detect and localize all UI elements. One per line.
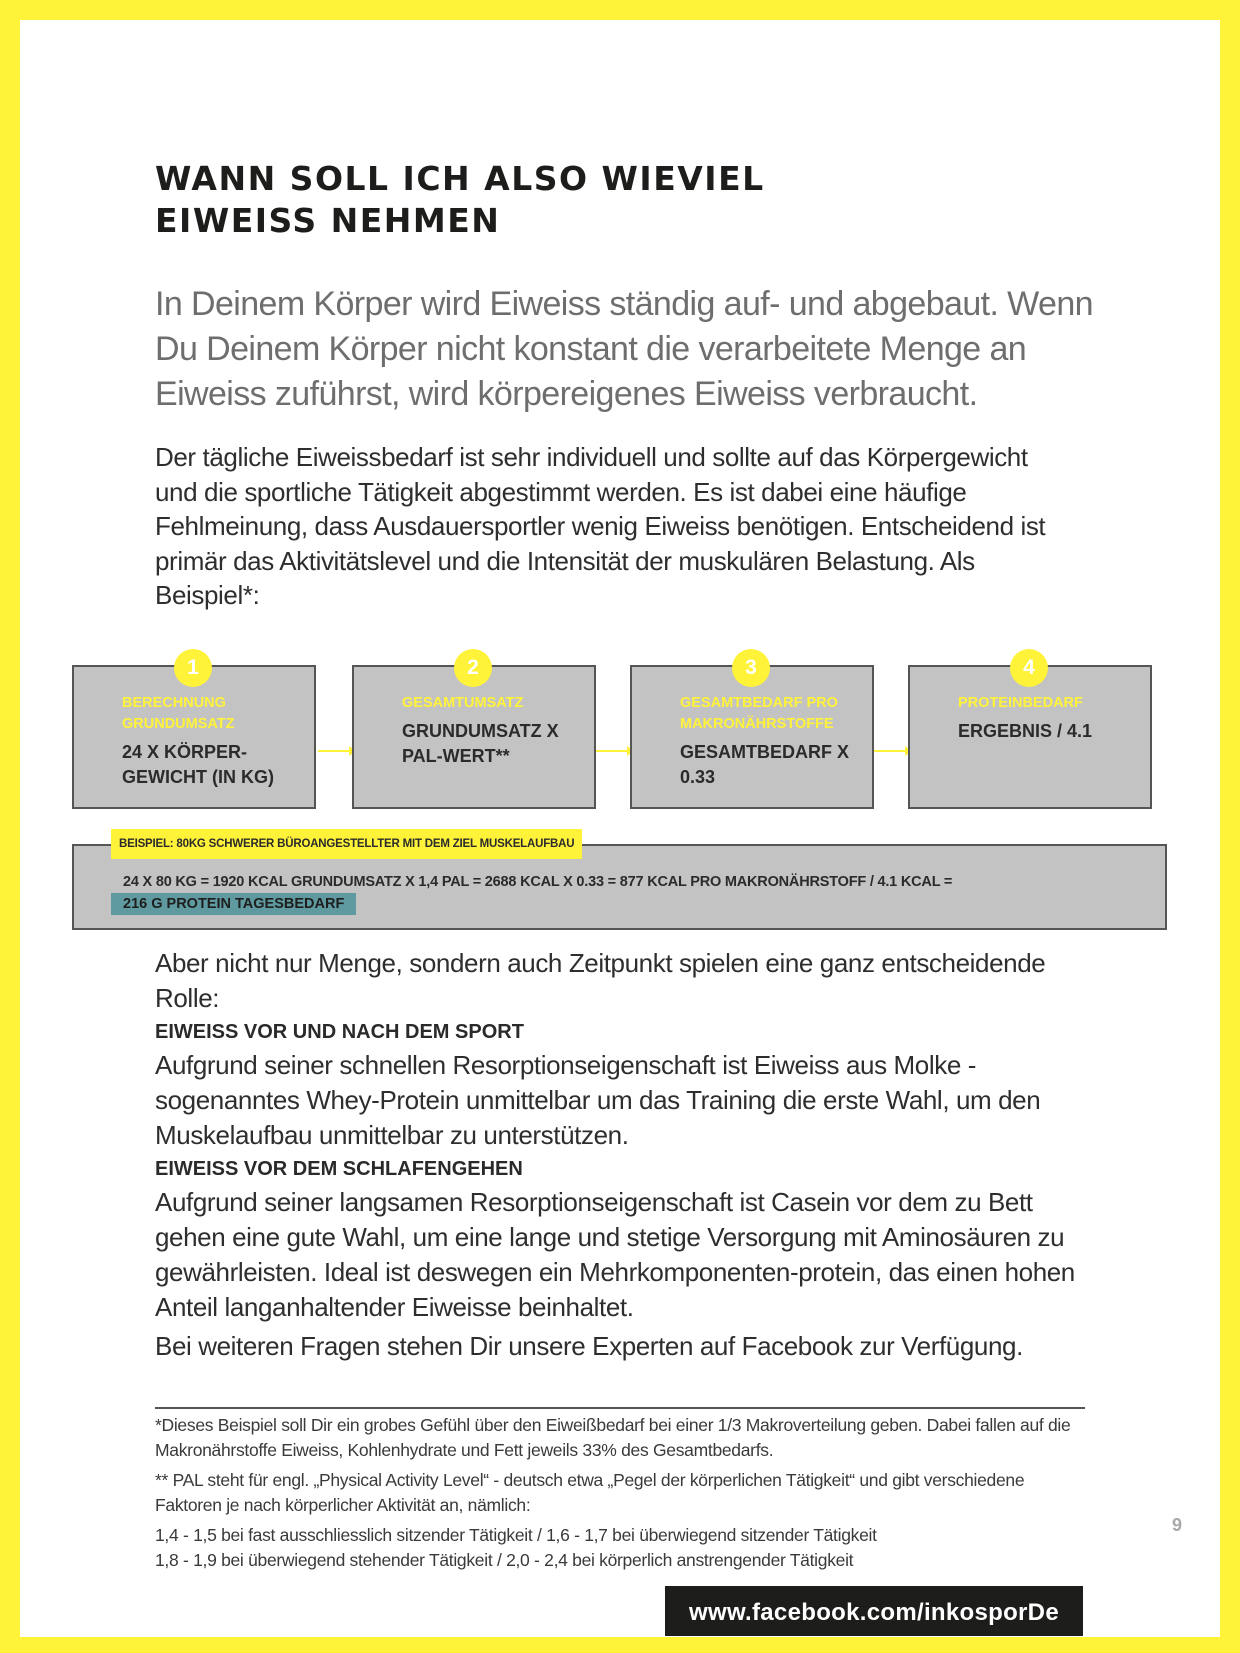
arrow-right-icon bbox=[874, 750, 908, 752]
step-category-3: GESAMTBEDARF PRO MAKRONÄHRSTOFFE bbox=[680, 695, 838, 732]
example-calculation: 24 X 80 KG = 1920 KCAL GRUNDUMSATZ X 1,4 PAL = 2688 KCAL X 0.33 = 877 KCAL PRO MAKRONÄHRSTOFF / 4.1 KCAL = bbox=[123, 874, 953, 890]
step-number-4: 4 bbox=[1010, 649, 1048, 687]
timing-intro: Aber nicht nur Menge, sondern auch Zeitpunkt spielen eine ganz entscheidende Rolle: bbox=[155, 948, 1046, 1013]
step-number-3: 3 bbox=[732, 649, 770, 687]
step-category-4: PROTEINBEDARF bbox=[958, 695, 1083, 711]
footnote-pal-line-2: 1,8 - 1,9 bei überwiegend stehender Tätigkeit / 2,0 - 2,4 bei körperlich anstrengender Tätigkeit bbox=[155, 1549, 854, 1570]
intro-paragraph: Der tägliche Eiweissbedarf ist sehr individuell und sollte auf das Körpergewicht und die sportliche Tätigkeit abgestimmt werden. Es ist dabei eine häufige Fehlmeinung, dass Ausdauersportler wenig Eiweiss benötigen. Entscheidend ist primär das Aktivitätslevel und die Intensität der muskulären Belastung. Als Beispiel*: bbox=[155, 442, 1046, 610]
step-number-2: 2 bbox=[454, 649, 492, 687]
footnote-divider bbox=[155, 1407, 1085, 1409]
arrow-right-icon bbox=[318, 750, 352, 752]
step-description-3: GESAMTBEDARF X 0.33 bbox=[680, 742, 850, 787]
footnote-1: *Dieses Beispiel soll Dir ein grobes Gefühl über den Eiweißbedarf bei einer 1/3 Makroverteilung geben. Dabei fallen auf die Makronährstoffe Eiweiss, Kohlenhydrate und Fett jeweils 33% des Gesamtbedarfs. bbox=[155, 1415, 1071, 1460]
example-result-highlight: 216 G PROTEIN TAGESBEDARF bbox=[111, 893, 356, 915]
step-box-1 bbox=[72, 656, 316, 809]
step-box-3 bbox=[630, 656, 874, 809]
step-category-2: GESAMTUMSATZ bbox=[402, 695, 524, 711]
step-description-1: 24 X KÖRPER-GEWICHT (IN KG) bbox=[122, 742, 274, 787]
page-title bbox=[155, 158, 765, 242]
section-heading-sleep: EIWEISS VOR DEM SCHLAFENGEHEN bbox=[155, 1158, 523, 1180]
footnote-pal-line-1: 1,4 - 1,5 bei fast ausschliesslich sitzender Tätigkeit / 1,6 - 1,7 bei überwiegend sitzender Tätigkeit bbox=[155, 1525, 877, 1545]
step-number-1: 1 bbox=[174, 649, 212, 687]
footnote-2: ** PAL steht für engl. „Physical Activity Level“ - deutsch etwa „Pegel der körperlichen Tätigkeit“ und gibt verschiedene Faktoren je nach körperlicher Aktivität an, nämlich: bbox=[155, 1470, 1025, 1515]
step-description-4: ERGEBNIS / 4.1 bbox=[958, 721, 1093, 741]
section-text-sleep: Aufgrund seiner langsamen Resorptionseigenschaft ist Casein vor dem zu Bett gehen eine gute Wahl, um eine lange und stetige Versorgung mit Aminosäuren zu gewährleisten. Ideal ist deswegen ein Mehrkomponenten-protein, das einen hohen Anteil langanhaltender Eiweisse beinhaltet. bbox=[155, 1187, 1075, 1322]
page-title-line-1: WANN SOLL ICH ALSO WIEVIEL bbox=[155, 159, 765, 198]
timing-section bbox=[155, 946, 1085, 1364]
section-heading-sport: EIWEISS VOR UND NACH DEM SPORT bbox=[155, 1021, 524, 1043]
step-box-4 bbox=[908, 656, 1152, 809]
step-description-2: GRUNDUMSATZ X PAL-WERT** bbox=[402, 721, 559, 766]
step-category-1: BERECHNUNG GRUNDUMSATZ bbox=[122, 695, 235, 732]
footnotes bbox=[155, 1413, 1075, 1572]
step-box-2 bbox=[352, 656, 596, 809]
section-text-sport: Aufgrund seiner schnellen Resorptionseigenschaft ist Eiweiss aus Molke - sogenanntes Whey-Protein unmittelbar um das Training die erste Wahl, um den Muskelaufbau unmittelbar zu unterstützen. bbox=[155, 1050, 1041, 1150]
page-number: 9 bbox=[1172, 1515, 1183, 1535]
arrow-right-icon bbox=[596, 750, 630, 752]
example-label: BEISPIEL: 80KG SCHWERER BÜROANGESTELLTER MIT DEM ZIEL MUSKELAUFBAU bbox=[111, 829, 582, 859]
page-title-line-2: EIWEISS NEHMEN bbox=[155, 201, 501, 240]
facebook-link[interactable]: www.facebook.com/inkosporDe bbox=[665, 1586, 1083, 1636]
closing-text: Bei weiteren Fragen stehen Dir unsere Experten auf Facebook zur Verfügung. bbox=[155, 1331, 1023, 1361]
lead-paragraph: In Deinem Körper wird Eiweiss ständig auf- und abgebaut. Wenn Du Deinem Körper nicht konstant die verarbeitete Menge an Eiweiss zuführst, wird körpereigenes Eiweiss verbraucht. bbox=[155, 285, 1093, 413]
